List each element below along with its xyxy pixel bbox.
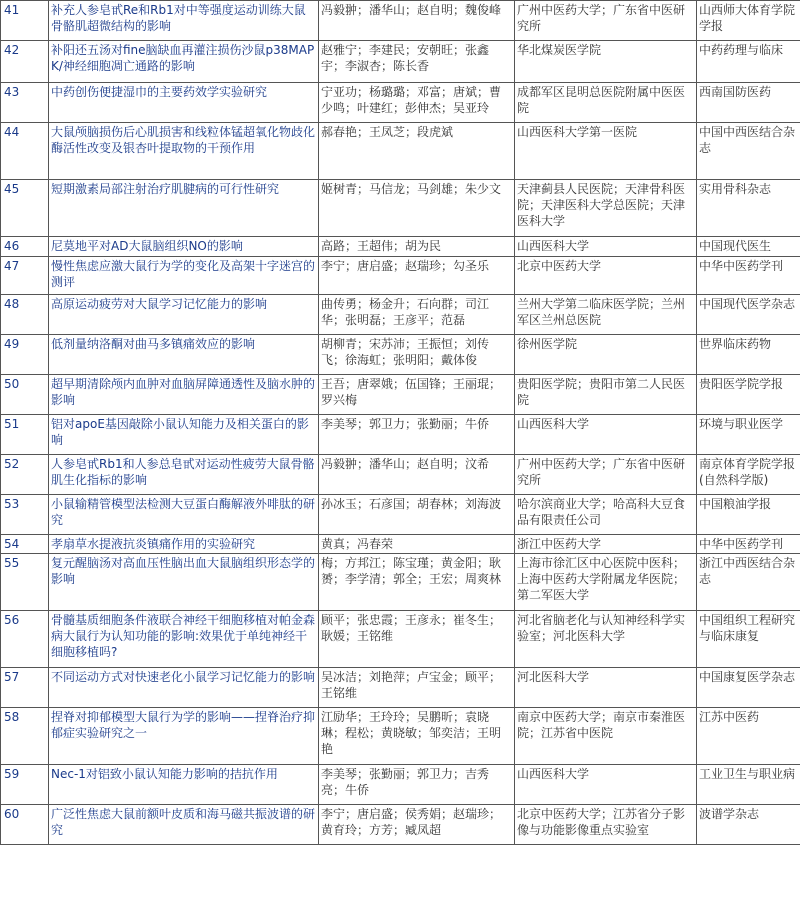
authors: 李美琴；张勤丽；郭卫力；吉秀亮；牛侨 xyxy=(319,765,515,805)
institutions: 山西医科大学 xyxy=(515,237,697,257)
row-number: 49 xyxy=(1,335,49,375)
authors: 曲传勇；杨金升；石向群；司江华；张明磊；王彦平；范磊 xyxy=(319,295,515,335)
article-title-link[interactable]: 孝扇草水提液抗炎镇痛作用的实验研究 xyxy=(49,535,319,554)
institutions: 山西医科大学第一医院 xyxy=(515,123,697,180)
institutions: 哈尔滨商业大学；哈高科大豆食品有限责任公司 xyxy=(515,495,697,535)
authors: 高路；王超伟；胡为民 xyxy=(319,237,515,257)
institutions: 成都军区昆明总医院附属中医医院 xyxy=(515,83,697,123)
table-row xyxy=(1,237,800,257)
institutions: 上海市徐汇区中心医院中医科；上海中医药大学附属龙华医院；第二军医大学 xyxy=(515,554,697,611)
journal-name: 贵阳医学院学报 xyxy=(697,375,800,415)
article-title-link[interactable]: 补阳还五汤对fine脑缺血再灌注损伤沙鼠p38MAPK/神经细胞凋亡通路的影响 xyxy=(49,41,319,83)
row-number: 58 xyxy=(1,708,49,765)
journal-name: 世界临床药物 xyxy=(697,335,800,375)
article-title-link[interactable]: 复元醒脑汤对高血压性脑出血大鼠脑组织形态学的影响 xyxy=(49,554,319,611)
authors: 李美琴；郭卫力；张勤丽；牛侨 xyxy=(319,415,515,455)
table-row xyxy=(1,765,800,805)
journal-name: 南京体育学院学报(自然科学版) xyxy=(697,455,800,495)
row-number: 45 xyxy=(1,180,49,237)
table-row xyxy=(1,708,800,765)
institutions: 广州中医药大学；广东省中医研究所 xyxy=(515,1,697,41)
row-number: 53 xyxy=(1,495,49,535)
table-row xyxy=(1,1,800,41)
row-number: 51 xyxy=(1,415,49,455)
article-title-link[interactable]: 大鼠颅脑损伤后心肌损害和线粒体锰超氧化物歧化酶活性改变及银杏叶提取物的干预作用 xyxy=(49,123,319,180)
authors: 孙冰玉；石彦国；胡春林；刘海波 xyxy=(319,495,515,535)
row-number: 43 xyxy=(1,83,49,123)
journal-name: 中药药理与临床 xyxy=(697,41,800,83)
journal-name: 波谱学杂志 xyxy=(697,805,800,845)
table-row xyxy=(1,668,800,708)
journal-name: 中国康复医学杂志 xyxy=(697,668,800,708)
table-row xyxy=(1,335,800,375)
table-row xyxy=(1,295,800,335)
journal-name: 环境与职业医学 xyxy=(697,415,800,455)
table-row xyxy=(1,611,800,668)
table-row xyxy=(1,554,800,611)
article-title-link[interactable]: 广泛性焦虑大鼠前额叶皮质和海马磁共振波谱的研究 xyxy=(49,805,319,845)
institutions: 南京中医药大学；南京市秦淮医院；江苏省中医院 xyxy=(515,708,697,765)
row-number: 59 xyxy=(1,765,49,805)
journal-name: 江苏中医药 xyxy=(697,708,800,765)
table-row xyxy=(1,123,800,180)
article-title-link[interactable]: Nec-1对铝致小鼠认知能力影响的拮抗作用 xyxy=(49,765,319,805)
article-title-link[interactable]: 高原运动疲劳对大鼠学习记忆能力的影响 xyxy=(49,295,319,335)
institutions: 贵阳医学院；贵阳市第二人民医院 xyxy=(515,375,697,415)
journal-name: 浙江中西医结合杂志 xyxy=(697,554,800,611)
institutions: 北京中医药大学 xyxy=(515,257,697,295)
journal-name: 中国粮油学报 xyxy=(697,495,800,535)
row-number: 46 xyxy=(1,237,49,257)
institutions: 天津蓟县人民医院；天津骨科医院；天津医科大学总医院；天津医科大学 xyxy=(515,180,697,237)
table-row xyxy=(1,375,800,415)
table-row xyxy=(1,535,800,554)
authors: 李宁；唐启盛；赵瑞珍；勾圣乐 xyxy=(319,257,515,295)
table-row xyxy=(1,257,800,295)
authors: 顾平；张忠霞；王彦永；崔冬生；耿媛；王铭维 xyxy=(319,611,515,668)
institutions: 广州中医药大学；广东省中医研究所 xyxy=(515,455,697,495)
institutions: 山西医科大学 xyxy=(515,415,697,455)
row-number: 50 xyxy=(1,375,49,415)
journal-name: 实用骨科杂志 xyxy=(697,180,800,237)
article-title-link[interactable]: 慢性焦虑应激大鼠行为学的变化及高架十字迷宫的测评 xyxy=(49,257,319,295)
article-title-link[interactable]: 骨髓基质细胞条件液联合神经干细胞移植对帕金森病大鼠行为认知功能的影响:效果优于单纯神经干细胞移植吗? xyxy=(49,611,319,668)
row-number: 54 xyxy=(1,535,49,554)
row-number: 52 xyxy=(1,455,49,495)
institutions: 浙江中医药大学 xyxy=(515,535,697,554)
row-number: 55 xyxy=(1,554,49,611)
institutions: 华北煤炭医学院 xyxy=(515,41,697,83)
journal-name: 工业卫生与职业病 xyxy=(697,765,800,805)
journal-name: 中国组织工程研究与临床康复 xyxy=(697,611,800,668)
journal-name: 山西师大体育学院学报 xyxy=(697,1,800,41)
row-number: 57 xyxy=(1,668,49,708)
table-row xyxy=(1,495,800,535)
article-title-link[interactable]: 中药创伤便捷湿巾的主要药效学实验研究 xyxy=(49,83,319,123)
row-number: 47 xyxy=(1,257,49,295)
authors: 姬树青；马信龙；马剑雄；朱少文 xyxy=(319,180,515,237)
row-number: 56 xyxy=(1,611,49,668)
journal-name: 中华中医药学刊 xyxy=(697,257,800,295)
authors: 宁亚功；杨璐璐；邓富；唐斌；曹少鸣；叶建红；彭伸杰；吴亚玲 xyxy=(319,83,515,123)
institutions: 徐州医学院 xyxy=(515,335,697,375)
authors: 赵雅宁；李建民；安朝旺；张鑫宇；李淑杏；陈长香 xyxy=(319,41,515,83)
article-title-link[interactable]: 捏脊对抑郁模型大鼠行为学的影响——捏脊治疗抑郁症实验研究之一 xyxy=(49,708,319,765)
table-body xyxy=(1,1,800,845)
article-title-link[interactable]: 超早期清除颅内血肿对血脑屏障通透性及脑水肿的影响 xyxy=(49,375,319,415)
authors: 梅；方邦江；陈宝瑾；黄金阳；耿赟；李学清；郭全；王宏；周爽林 xyxy=(319,554,515,611)
article-title-link[interactable]: 铝对apoE基因敲除小鼠认知能力及相关蛋白的影响 xyxy=(49,415,319,455)
table-row xyxy=(1,805,800,845)
row-number: 60 xyxy=(1,805,49,845)
article-title-link[interactable]: 小鼠输精管模型法检测大豆蛋白酶解液外啡肽的研究 xyxy=(49,495,319,535)
authors: 吴冰洁；刘艳萍；卢宝金；顾平；王铭维 xyxy=(319,668,515,708)
table-row xyxy=(1,41,800,83)
authors: 王吾；唐翠娥；伍国锋；王丽琨；罗兴梅 xyxy=(319,375,515,415)
institutions: 河北医科大学 xyxy=(515,668,697,708)
authors: 胡柳青；宋苏沛；王振恒；刘传飞；徐海虹；张明阳；戴体俊 xyxy=(319,335,515,375)
article-title-link[interactable]: 人参皂甙Rb1和人参总皂甙对运动性疲劳大鼠骨骼肌生化指标的影响 xyxy=(49,455,319,495)
authors: 李宁；唐启盛；侯秀娟；赵瑞珍；黄育玲；方芳；臧凤超 xyxy=(319,805,515,845)
journal-name: 中国中西医结合杂志 xyxy=(697,123,800,180)
row-number: 42 xyxy=(1,41,49,83)
authors: 冯毅翀；潘华山；赵自明；魏俊峰 xyxy=(319,1,515,41)
institutions: 兰州大学第二临床医学院；兰州军区兰州总医院 xyxy=(515,295,697,335)
authors: 郝春艳；王凤芝；段虎斌 xyxy=(319,123,515,180)
authors: 江励华；王玲玲；吴鹏昕；袁晓琳；程松；黄晓敏；邹奕洁；王明艳 xyxy=(319,708,515,765)
journal-name: 中华中医药学刊 xyxy=(697,535,800,554)
article-title-link[interactable]: 低剂量纳洛酮对曲马多镇痛效应的影响 xyxy=(49,335,319,375)
authors: 黄真；冯春荣 xyxy=(319,535,515,554)
institutions: 山西医科大学 xyxy=(515,765,697,805)
journal-name: 中国现代医学杂志 xyxy=(697,295,800,335)
table-row xyxy=(1,415,800,455)
row-number: 41 xyxy=(1,1,49,41)
row-number: 44 xyxy=(1,123,49,180)
table-row xyxy=(1,180,800,237)
journal-name: 西南国防医药 xyxy=(697,83,800,123)
institutions: 北京中医药大学；江苏省分子影像与功能影像重点实验室 xyxy=(515,805,697,845)
table-row xyxy=(1,83,800,123)
article-title-link[interactable]: 补充人参皂甙Re和Rb1对中等强度运动训练大鼠骨骼肌超微结构的影响 xyxy=(49,1,319,41)
institutions: 河北省脑老化与认知神经科学实验室；河北医科大学 xyxy=(515,611,697,668)
journal-name: 中国现代医生 xyxy=(697,237,800,257)
row-number: 48 xyxy=(1,295,49,335)
article-title-link[interactable]: 尼莫地平对AD大鼠脑组织NO的影响 xyxy=(49,237,319,257)
table-row xyxy=(1,455,800,495)
article-title-link[interactable]: 不同运动方式对快速老化小鼠学习记忆能力的影响 xyxy=(49,668,319,708)
authors: 冯毅翀；潘华山；赵自明；汶希 xyxy=(319,455,515,495)
article-title-link[interactable]: 短期激素局部注射治疗肌腱病的可行性研究 xyxy=(49,180,319,237)
